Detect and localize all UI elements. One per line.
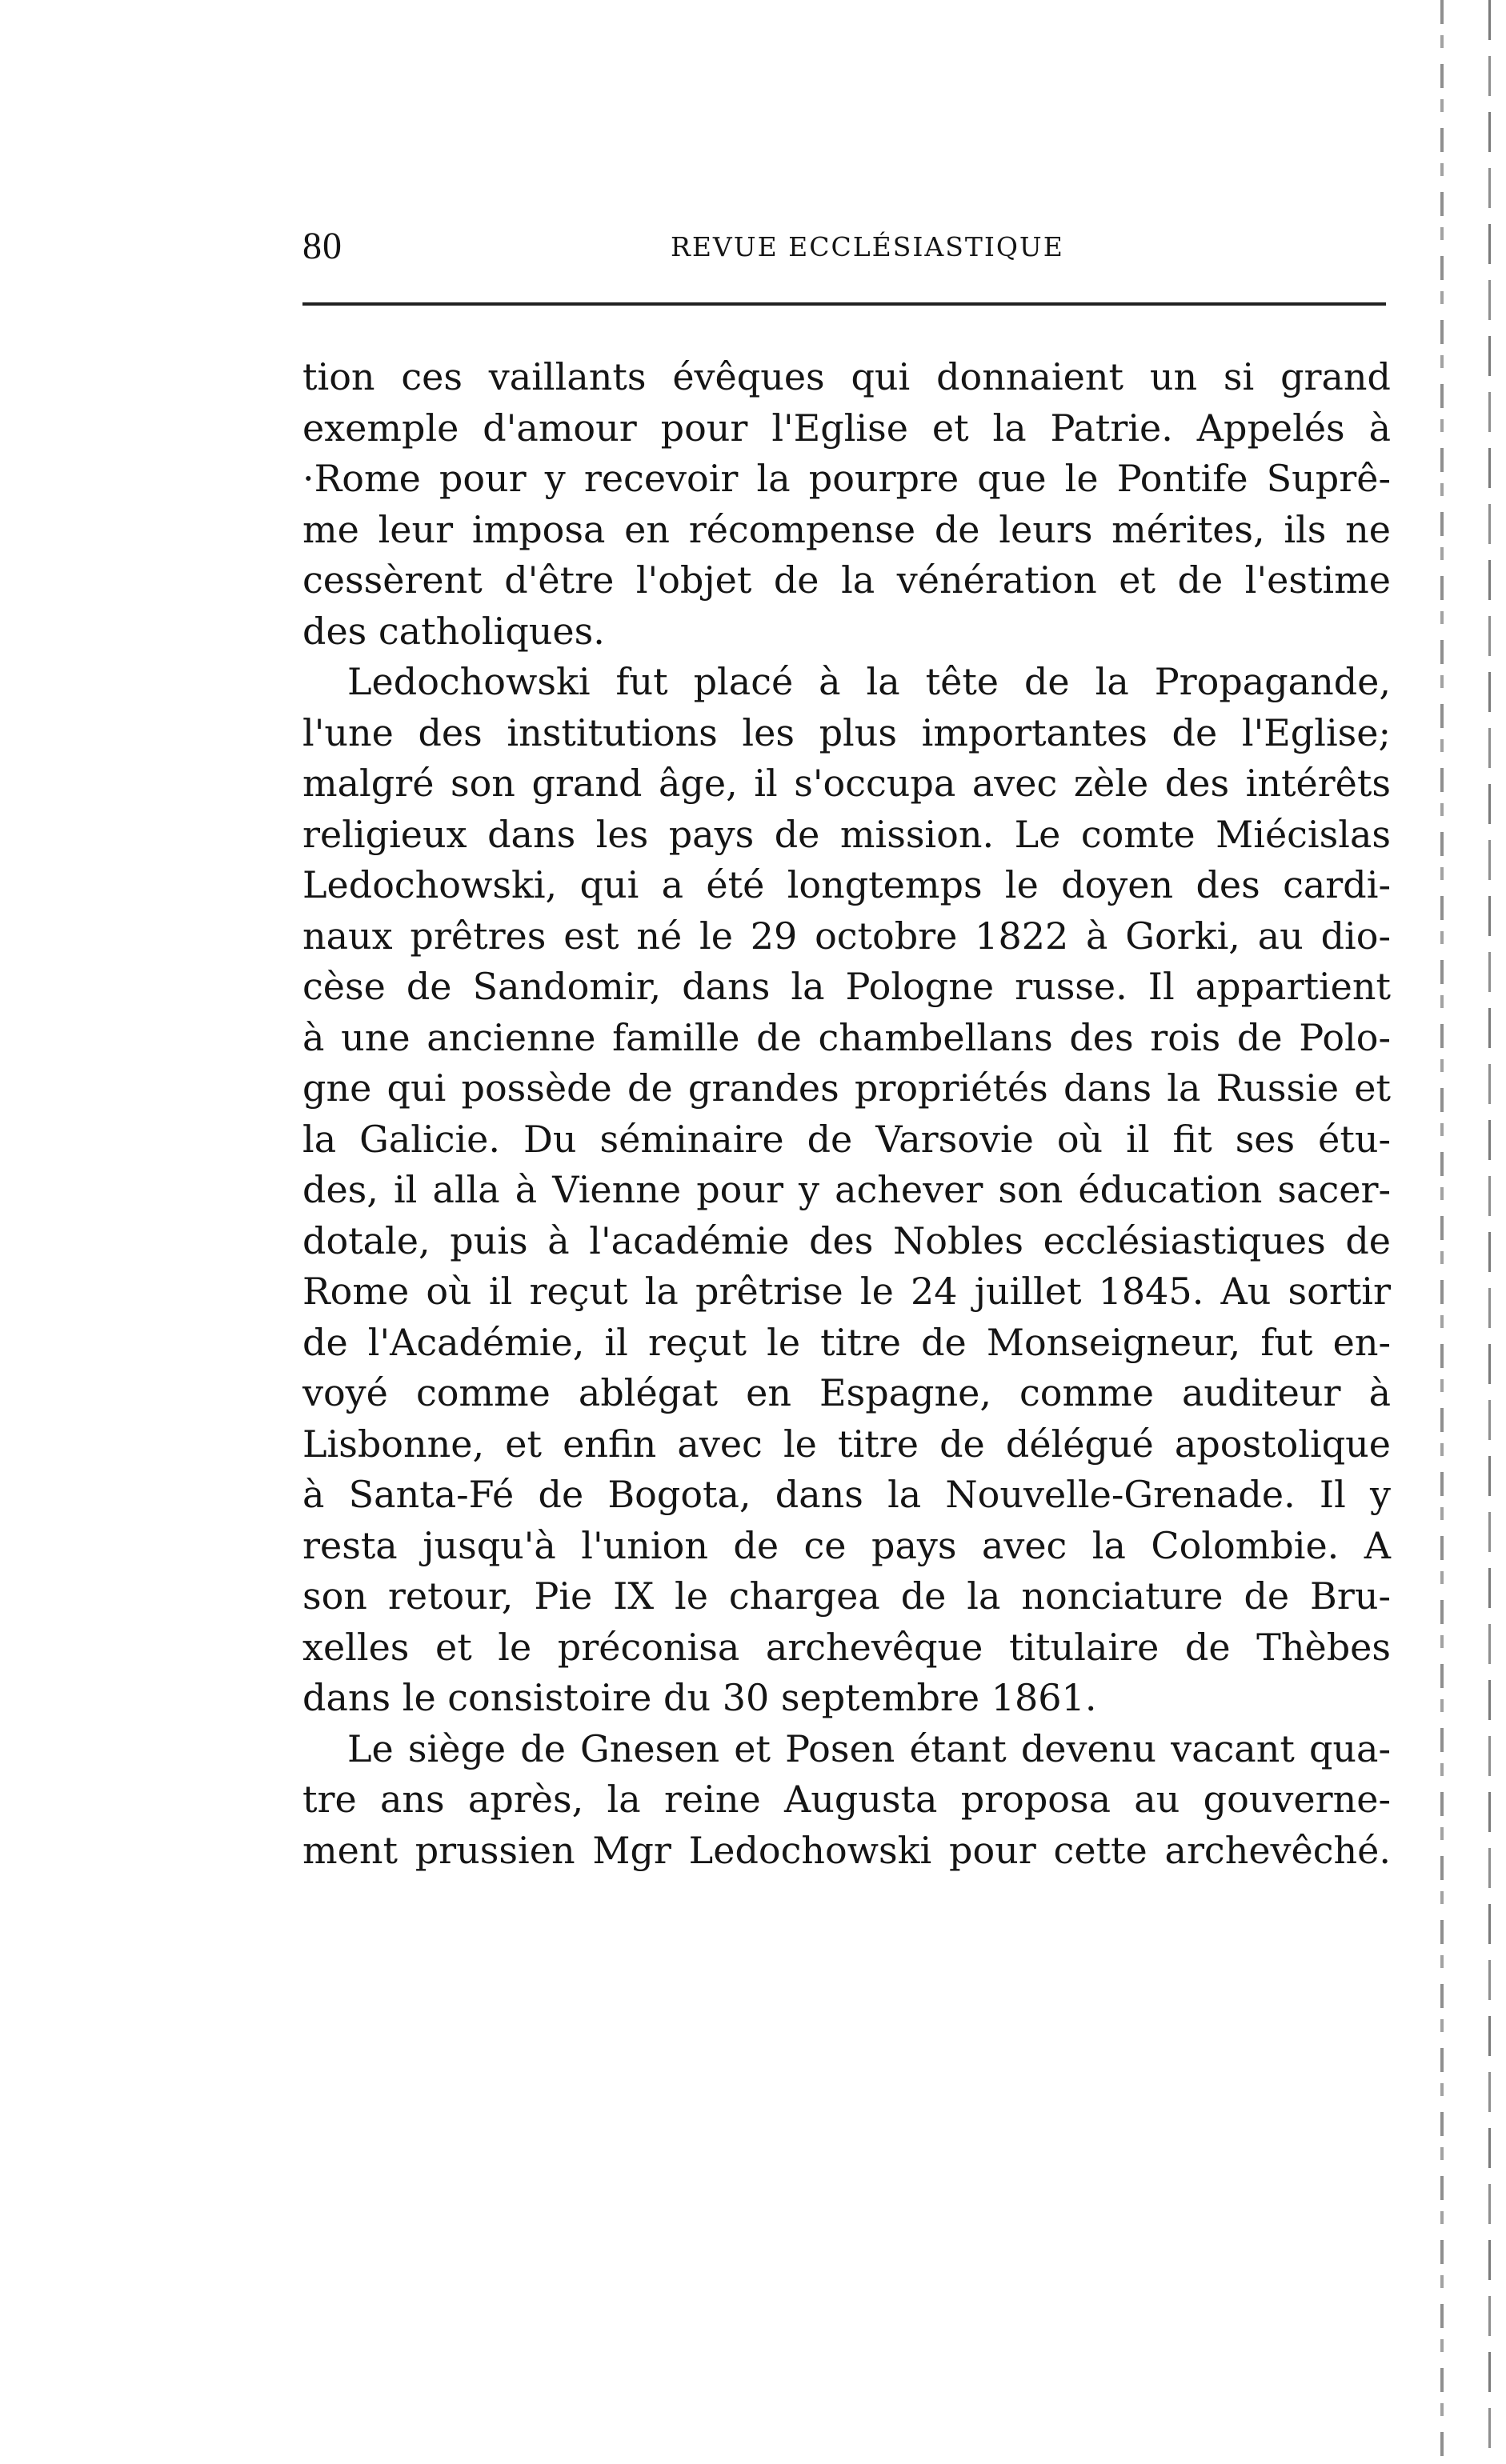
text-line: ·Rome pour y recevoir la pourpre que le Pontife Suprê-: [302, 457, 1391, 500]
page-edge-shadow-outer: [1488, 0, 1491, 2464]
text-line: dotale, puis à l'académie des Nobles ecclésiastiques de: [302, 1218, 1391, 1262]
text-line: l'une des institutions les plus importantes de l'Eglise;: [302, 710, 1391, 754]
header-rule: [302, 302, 1386, 306]
text-line: cessèrent d'être l'objet de la vénération et de l'estime: [302, 558, 1391, 602]
text-line: religieux dans les pays de mission. Le comte Miécislas: [302, 812, 1391, 856]
text-line: Le siège de Gnesen et Posen étant devenu vacant qua-: [347, 1726, 1391, 1770]
page-number: 80: [302, 225, 342, 267]
text-line: Ledochowski fut placé à la tête de la Propagande,: [347, 660, 1391, 703]
page-edge-shadow: [1440, 0, 1444, 2464]
text-line: naux prêtres est né le 29 octobre 1822 à Gorki, au dio-: [302, 914, 1391, 958]
text-line: son retour, Pie IX le chargea de la nonciature de Bru-: [302, 1574, 1391, 1618]
text-line: gne qui possède de grandes propriétés dans la Russie et: [302, 1066, 1391, 1110]
text-line: à Santa-Fé de Bogota, dans la Nouvelle-Grenade. Il y: [302, 1473, 1391, 1516]
text-line: exemple d'amour pour l'Eglise et la Patrie. Appelés à: [302, 406, 1391, 450]
text-line: Ledochowski, qui a été longtemps le doyen des cardi-: [302, 863, 1391, 906]
running-head: REVUE ECCLÉSIASTIQUE: [671, 231, 1064, 262]
text-line: de l'Académie, il reçut le titre de Monseigneur, fut en-: [302, 1320, 1391, 1364]
text-line: Rome où il reçut la prêtrise le 24 juillet 1845. Au sortir: [302, 1270, 1391, 1313]
text-line: voyé comme ablégat en Espagne, comme auditeur à: [302, 1371, 1391, 1414]
text-line: ment prussien Mgr Ledochowski pour cette archevêché.: [302, 1828, 1391, 1872]
body-text: [302, 352, 1391, 1876]
text-line: cèse de Sandomir, dans la Pologne russe. Il appartient: [302, 965, 1391, 1008]
text-line: des, il alla à Vienne pour y achever son éducation sacer-: [302, 1168, 1391, 1211]
text-line: malgré son grand âge, il s'occupa avec zèle des intérêts: [302, 762, 1391, 805]
text-line: dans le consistoire du 30 septembre 1861.: [302, 1676, 1097, 1719]
text-line: à une ancienne famille de chambellans des rois de Polo-: [302, 1015, 1391, 1059]
text-line: xelles et le préconisa archevêque titulaire de Thèbes: [302, 1625, 1391, 1669]
text-line: me leur imposa en récompense de leurs mérites, ils ne: [302, 507, 1391, 551]
text-line: tion ces vaillants évêques qui donnaient un si grand: [302, 355, 1391, 398]
text-line: des catholiques.: [302, 609, 605, 653]
text-line: tre ans après, la reine Augusta proposa au gouverne-: [302, 1778, 1391, 1821]
text-line: resta jusqu'à l'union de ce pays avec la Colombie. A: [302, 1523, 1391, 1567]
text-line: Lisbonne, et enfin avec le titre de délégué apostolique: [302, 1422, 1391, 1466]
text-line: la Galicie. Du séminaire de Varsovie où il fit ses étu-: [302, 1117, 1391, 1161]
